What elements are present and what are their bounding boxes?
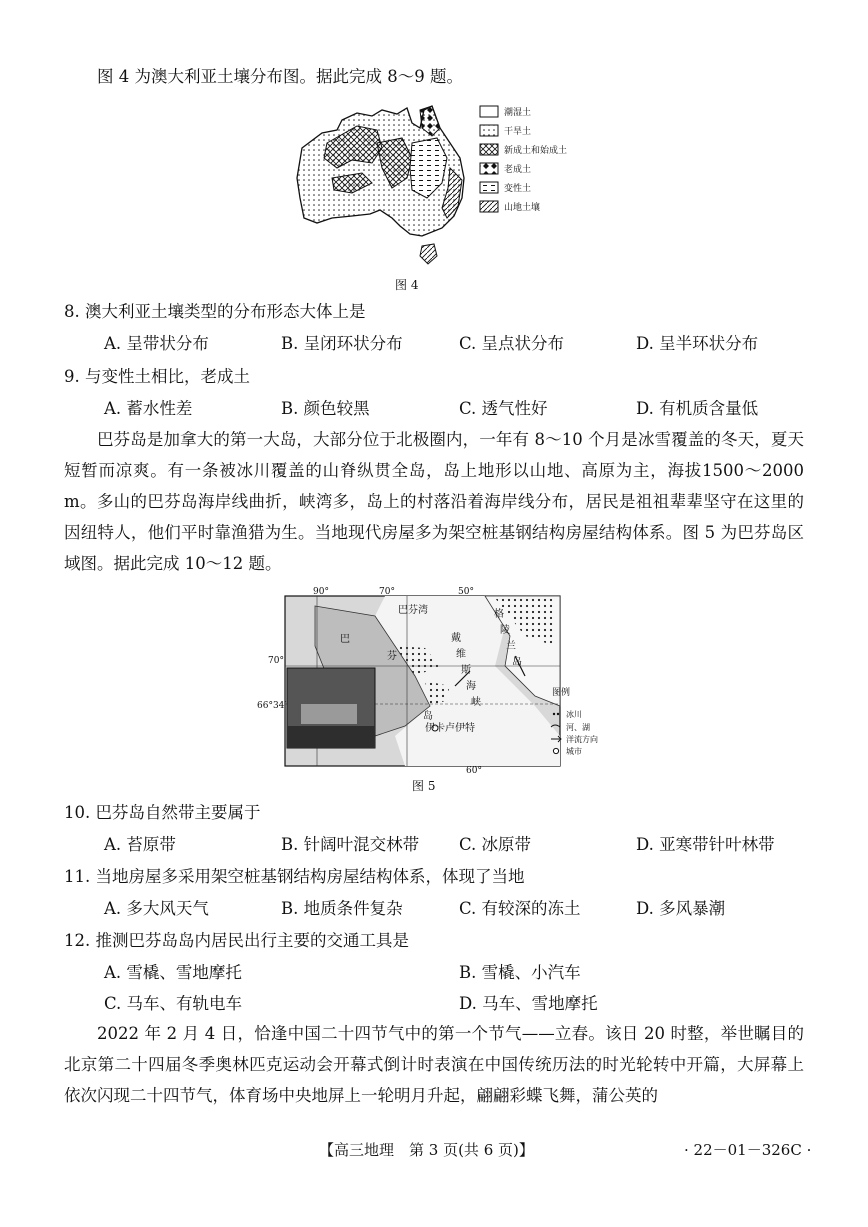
question-8-stem: 8. 澳大利亚土壤类型的分布形态大体上是 bbox=[64, 302, 366, 321]
fig4-legend-1: 潮湿土 bbox=[504, 108, 532, 118]
fig5-lon-60: 60° bbox=[466, 766, 482, 776]
fig5-label-davis-5: 峡 bbox=[471, 697, 481, 708]
fig5-label-baffin-bay: 巴芬湾 bbox=[398, 605, 428, 616]
question-9-stem: 9. 与变性土相比，老成土 bbox=[64, 367, 250, 386]
fig4-legend-3: 新成土和始成土 bbox=[504, 146, 568, 156]
question-12-stem: 12. 推测巴芬岛岛内居民出行主要的交通工具是 bbox=[64, 931, 409, 950]
q9-option-d: D. 有机质含量低 bbox=[636, 399, 759, 418]
fig5-legend-glacier: 冰川 bbox=[566, 710, 582, 719]
fig5-lon-70: 70° bbox=[379, 587, 395, 597]
fig5-label-baffin-2: 芬 bbox=[387, 651, 397, 662]
fig4-legend-5: 变性土 bbox=[504, 184, 532, 194]
q9-option-b: B. 颜色较黑 bbox=[281, 399, 370, 418]
fig5-legend-title: 图例 bbox=[552, 688, 571, 698]
fig5-label-davis-1: 戴 bbox=[451, 633, 461, 644]
fig4-legend-2: 干旱土 bbox=[504, 127, 532, 137]
q11-option-a: A. 多大风天气 bbox=[104, 899, 209, 918]
q12-option-b: B. 雪橇、小汽车 bbox=[459, 963, 581, 982]
page-footer: 【高三地理 第 3 页(共 6 页)】 bbox=[319, 1141, 534, 1159]
q10-option-c: C. 冰原带 bbox=[459, 835, 532, 854]
fig5-legend-city: 城市 bbox=[566, 747, 582, 756]
fig5-label-greenland-4: 岛 bbox=[512, 657, 522, 668]
fig5-lat-70: 70° bbox=[268, 656, 284, 666]
q10-option-a: A. 苔原带 bbox=[104, 835, 176, 854]
fig5-label-davis-3: 斯 bbox=[461, 665, 471, 676]
australia-soil-map bbox=[282, 98, 582, 268]
q10-option-d: D. 亚寒带针叶林带 bbox=[636, 835, 775, 854]
passage-olympics: 2022 年 2 月 4 日，恰逢中国二十四节气中的第一个节气——立春。该日 20 时整，举世瞩目的北京第二十四届冬季奥林匹克运动会开幕式倒计时表演在中国传统历法的时光轮转中开篇，大屏幕上依次闪现二十四节气，体育场中央地屏上一轮明月升起，翩翩彩蝶飞舞，蒲公英的 bbox=[64, 1024, 804, 1105]
fig5-label-davis-2: 维 bbox=[456, 649, 466, 660]
q12-option-a: A. 雪橇、雪地摩托 bbox=[104, 963, 242, 982]
fig4-legend-4: 老成土 bbox=[504, 165, 532, 175]
fig4-caption: 图 4 bbox=[395, 278, 419, 292]
fig5-label-davis-4: 海 bbox=[466, 681, 476, 692]
question-11-stem: 11. 当地房屋多采用架空桩基钢结构房屋结构体系，体现了当地 bbox=[64, 867, 525, 886]
fig5-label-baffin-3: 岛 bbox=[423, 711, 433, 722]
q8-option-a: A. 呈带状分布 bbox=[104, 334, 209, 353]
q11-option-c: C. 有较深的冻土 bbox=[459, 899, 581, 918]
q11-option-b: B. 地质条件复杂 bbox=[281, 899, 403, 918]
fig4-legend-6: 山地土壤 bbox=[504, 203, 541, 213]
fig5-legend-river-lake: 河、湖 bbox=[566, 723, 590, 732]
fig5-label-greenland-1: 格 bbox=[494, 609, 504, 620]
question-10-stem: 10. 巴芬岛自然带主要属于 bbox=[64, 803, 261, 822]
fig5-label-iqaluit: 伊卡卢伊特 bbox=[425, 723, 475, 734]
fig5-lon-50: 50° bbox=[458, 587, 474, 597]
fig5-label-greenland-3: 兰 bbox=[506, 641, 516, 652]
q9-option-c: C. 透气性好 bbox=[459, 399, 548, 418]
fig5-legend-current: 洋流方向 bbox=[566, 735, 598, 744]
q9-option-a: A. 蓄水性差 bbox=[104, 399, 193, 418]
q12-option-d: D. 马车、雪地摩托 bbox=[459, 994, 598, 1013]
q8-option-c: C. 呈点状分布 bbox=[459, 334, 565, 353]
q8-option-b: B. 呈闭环状分布 bbox=[281, 334, 403, 353]
fig4-intro: 图 4 为澳大利亚土壤分布图。据此完成 8～9 题。 bbox=[97, 67, 463, 86]
exam-code: · 22－01－326C · bbox=[684, 1141, 812, 1159]
q12-option-c: C. 马车、有轨电车 bbox=[104, 994, 243, 1013]
fig5-lat-arctic: 66°34′ bbox=[257, 701, 287, 711]
fig5-caption: 图 5 bbox=[412, 779, 436, 793]
q10-option-b: B. 针阔叶混交林带 bbox=[281, 835, 420, 854]
fig5-label-greenland-2: 陵 bbox=[500, 625, 510, 636]
fig5-lon-90: 90° bbox=[313, 587, 329, 597]
passage-baffin: 巴芬岛是加拿大的第一大岛，大部分位于北极圈内，一年有 8～10 个月是冰雪覆盖的冬天，夏天短暂而凉爽。有一条被冰川覆盖的山脊纵贯全岛，岛上地形以山地、高原为主，海拔1500～2000 m。多山的巴芬岛海岸线曲折，峡湾多，岛上的村落沿着海岸线分布，居民是祖祖辈辈坚守在这里的因纽特人，他们平时靠渔猎为生。当地现代房屋多为架空桩基钢结构房屋结构体系。图 5 为巴芬岛区域图。据此完成 10～12 题。 bbox=[64, 430, 804, 573]
fig4-legend bbox=[480, 106, 498, 212]
q11-option-d: D. 多风暴潮 bbox=[636, 899, 726, 918]
fig5-label-baffin-1: 巴 bbox=[340, 634, 350, 645]
q8-option-d: D. 呈半环状分布 bbox=[636, 334, 759, 353]
